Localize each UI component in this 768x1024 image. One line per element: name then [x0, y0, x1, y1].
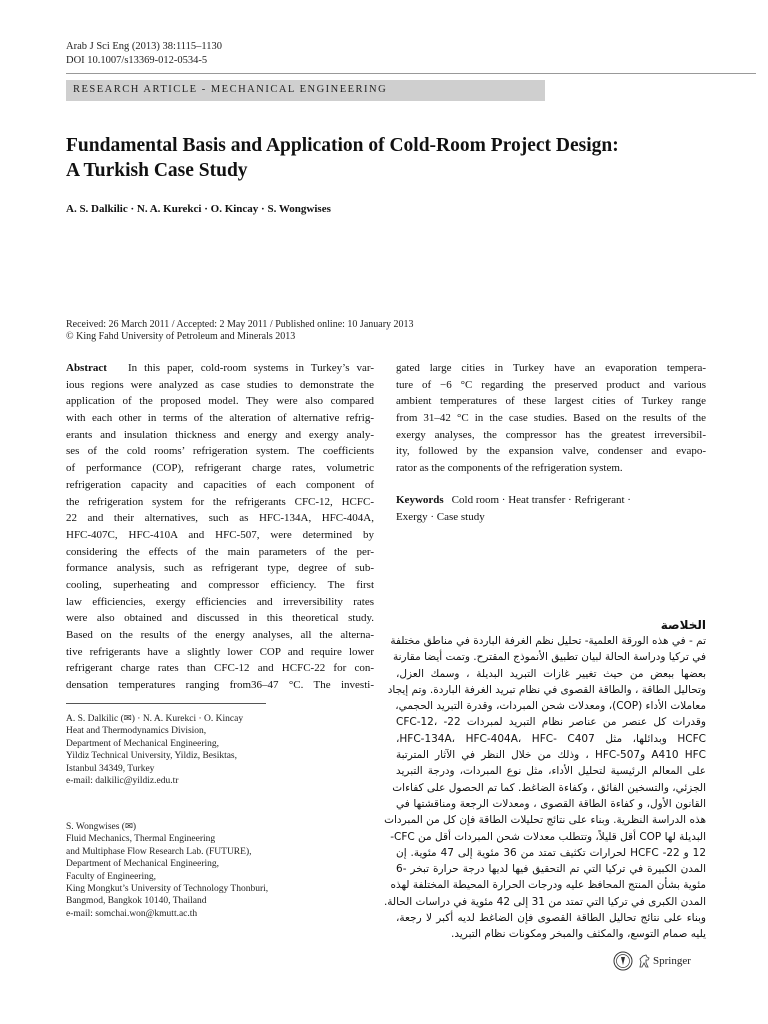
affiliation-line: Department of Mechanical Engineering, [66, 738, 219, 749]
article-type-banner [66, 80, 545, 101]
arabic-line: وقدرات كل عنصر من عناصر نظام التبريد لمبردات CFC-12، -22 [396, 716, 707, 729]
arabic-abstract-heading: الخلاصة [660, 618, 706, 632]
abstract-continuation [396, 360, 706, 477]
journal-reference: Arab J Sci Eng (2013) 38:1115–1130 [66, 41, 223, 52]
abstract-line: formance analysis, such as refrigerant type, degree of sub- [66, 562, 374, 575]
abstract-line: rator as the components of the refrigeration system. [396, 462, 623, 475]
abstract-line: Based on the results of the energy analyses, all the alterna- [66, 629, 374, 641]
arabic-line: الجزئي، والتسخين الفائق ، وكفاءة الضاغط. كما تم الحصول على كفاءات [392, 781, 706, 794]
affiliation-line: Istanbul 34349, Turkey [66, 763, 155, 774]
abstract-line: ambient temperatures of these largest cities of Turkey range [396, 395, 706, 408]
affiliation-line: Yildiz Technical University, Yildiz, Besiktas, [66, 751, 238, 762]
abstract-line: ious regions were analyzed as case studies to demonstrate the [66, 378, 374, 391]
abstract-line: law efficiencies, exergy efficiencies and irreversibility rates [66, 595, 374, 608]
arabic-line: المدن الكبرى في تركيا التي تمتد من 31 إلى 42 مئوية في دراسات الحالة. [383, 895, 706, 908]
abstract-line: HFC-407C, HFC-410A and HFC-507, were determined by [66, 528, 374, 541]
abstract-label: Abstract [66, 362, 107, 374]
publisher-name: Springer [653, 955, 691, 967]
publisher-logo [613, 951, 723, 975]
arabic-line: في تركيا ودراسة الحالة لبيان تطبيق الأنموذج المقترح. وتمت أيضا مقارنة [392, 651, 706, 664]
arabic-line: بعضها ببعض من حيث تغيير غازات التبريد البديلة ، وسمك العزل، [396, 667, 706, 680]
affiliation-line: Bangmod, Bangkok 10140, Thailand [66, 896, 207, 907]
abstract-line: refrigeration capacity and capacities of each component of [66, 478, 374, 491]
affiliation-line: King Mongkut’s University of Technology Thonburi, [66, 884, 269, 895]
email-link[interactable]: e-mail: dalkilic@yildiz.edu.tr [66, 776, 179, 787]
abstract-line: In this paper, cold-room systems in Turkey’s var- [127, 362, 374, 374]
affiliation-line: A. S. Dalkilic (✉) · N. A. Kurekci · O. Kincay [66, 714, 244, 724]
arabic-line: هذه الدراسة النظرية. وبناء على نتائج تحليلات الطاقة فإن كل من المبردات [384, 814, 706, 827]
doi-line: DOI 10.1007/s13369-012-0534-5 [66, 55, 208, 66]
keywords-line-1: Cold room · Heat transfer · Refrigerant · [451, 494, 631, 506]
arabic-line: مئوية بشأن المنتج المحافظ عليه ودرجات الحرارة المحيطة المختلفة لهذه [390, 879, 706, 892]
affiliation-line: and Multiphase Flow Research Lab. (FUTURE), [66, 846, 252, 857]
arabic-line: البديلة لها COP أقل قليلاً، وتتطلب معدلات شحن المبردات أقل من CFC- [390, 830, 706, 843]
abstract-line: erants and insulation thickness and energy and exergy analy- [66, 428, 374, 441]
abstract-line: refrigerant charge rates than CFC-12 and HCFC-22 for con- [66, 662, 374, 675]
arabic-line: HCFC وبدائلها، مثل HFC-134A، HFC-404A، HFC- C407، [396, 732, 706, 745]
abstract-line: from 31–42 °C in the case studies. Based on the results of the [396, 412, 706, 425]
arabic-line: تم - في هذه الورقة العلمية- تحليل نظم الغرفة الباردة في مناطق مختلفة [390, 635, 706, 647]
abstract-section [66, 360, 374, 694]
keywords-section [396, 492, 706, 525]
affiliation-line: Department of Mechanical Engineering, [66, 859, 219, 870]
abstract-line: ture of −6 °C regarding the preserved product and various [396, 378, 706, 391]
abstract-line: densation temperatures ranging from36–47 °C. The investi- [66, 679, 374, 692]
arabic-line: المدن الكبيرة في تركيا التي تم التحقيق فيها لديها درجة حرارة تبخر -6 [396, 863, 706, 876]
keywords-line-2: Exergy · Case study [396, 510, 485, 523]
arabic-line: وتحاليل الطاقة ، والطاقة القصوى في نظام تبريد الغرفة الباردة. وتم إيجاد [387, 683, 706, 696]
header-rule [66, 73, 756, 74]
abstract-line: gated large cities in Turkey have an evaporation tempera- [396, 362, 706, 374]
article-title [66, 133, 706, 183]
keywords-label: Keywords [396, 494, 444, 506]
footnote-rule [66, 703, 266, 704]
abstract-line: exergy analyses, the compressor has the greatest irreversibil- [396, 428, 706, 441]
email-link[interactable]: e-mail: somchai.won@kmutt.ac.th [66, 908, 198, 919]
author-list: A. S. Dalkilic · N. A. Kurekci · O. Kincay · S. Wongwises [66, 203, 331, 215]
affiliation-line: S. Wongwises (✉) [66, 822, 137, 832]
abstract-line: ses of the cold rooms’ refrigeration system. The coefficients [66, 445, 374, 458]
springer-seal-icon [613, 951, 633, 971]
springer-horse-icon [638, 954, 651, 968]
arabic-line: على المعالم الرئيسية لتحليل الأداء، مثل نوع المبردات، ودرجة التبريد [396, 765, 706, 778]
abstract-line: of performance (COP), refrigerant charge rates, volumetric [66, 462, 374, 475]
abstract-line: ity, followed by the expansion valve, condenser and evapo- [396, 445, 706, 458]
abstract-line: cooling, superheating and compressor efficiency. The first [66, 578, 374, 591]
publication-dates: Received: 26 March 2011 / Accepted: 2 May 2011 / Published online: 10 January 2013 [66, 319, 414, 330]
arabic-abstract [383, 633, 707, 943]
abstract-line: the refrigeration system for the refrigerants CFC-12, HCFC- [66, 495, 374, 508]
abstract-line: tive refrigerants have a slightly lower COP and require lower [66, 645, 374, 658]
article-type-label: RESEARCH ARTICLE - MECHANICAL ENGINEERING [73, 84, 388, 95]
abstract-line: application of the proposed model. They were also compared [66, 395, 374, 408]
copyright-notice: © King Fahd University of Petroleum and Minerals 2013 [66, 331, 296, 342]
abstract-line: 22 and their alternatives, such as HFC-134A, HFC-404A, [66, 512, 374, 525]
affiliation-line: Fluid Mechanics, Thermal Engineering [66, 834, 216, 845]
arabic-line: القانون الأول، و كفاءة الطاقة القصوى ، ومعدلات الرجعة ومناقشتها في [396, 797, 706, 810]
affiliation-line: Faculty of Engineering, [66, 871, 156, 882]
arabic-line: A410 HFC و507-HFC ، وذلك من خلال النظر في الآثار المترتبة [396, 749, 706, 762]
abstract-line: considering the effects of the main parameters of the per- [66, 545, 374, 558]
arabic-line: 12 و HCFC -22 لحرارات تكثيف تمتد من 36 مئوية إلى 47 مئوية. إن [396, 846, 707, 859]
arabic-line: معاملات الأداء (COP)، ومعدلات شحن المبردات، وقدرة التبريد الحجمي، [395, 700, 706, 713]
arabic-line: وبناء على نتائج تحاليل الطاقة القصوى فإن الضاغط لديه أكبر لا رجعة، [396, 912, 706, 925]
title-line-1: Fundamental Basis and Application of Cold-Room Project Design: [66, 135, 619, 156]
arabic-line: يليه صمام التوسع، والمكثف والمبخر ومكونات نظام التبريد. [451, 928, 706, 941]
abstract-line: with each other in terms of the alteration of alternative refrig- [66, 412, 374, 425]
affiliation-second [66, 821, 268, 920]
abstract-line: were also obtained and discussed in this theoretical study. [66, 612, 374, 625]
affiliation-first [66, 713, 243, 787]
affiliation-line: Heat and Thermodynamics Division, [66, 726, 207, 737]
title-line-2: A Turkish Case Study [66, 160, 248, 181]
